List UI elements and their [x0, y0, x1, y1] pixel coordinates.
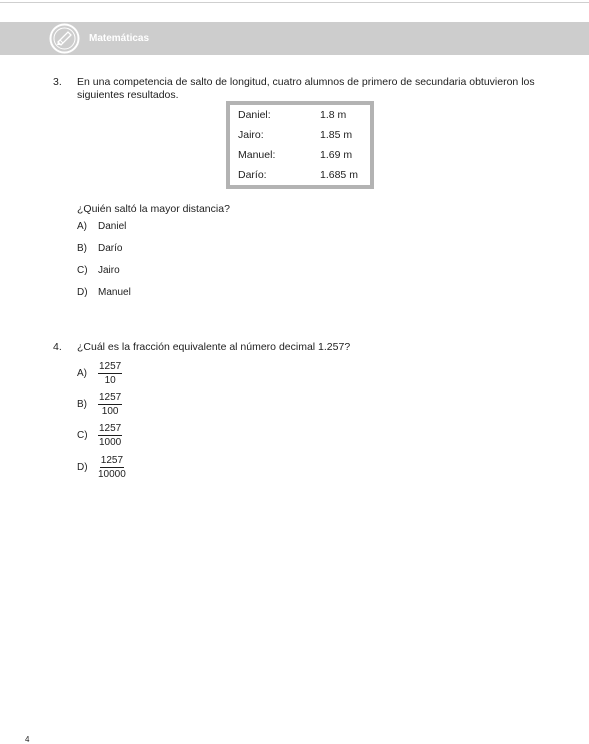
option-letter: C): [77, 430, 88, 441]
fraction: [98, 423, 122, 448]
question-3-prompt: ¿Quién saltó la mayor distancia?: [77, 203, 230, 215]
question-3-text-line-1: En una competencia de salto de longitud, cuatro alumnos de primero de secundaria obtuvieron los: [77, 76, 535, 88]
student-name: Darío:: [238, 168, 267, 181]
question-3-number: 3.: [53, 76, 62, 88]
table-row: [228, 125, 372, 145]
page-number: 4: [25, 735, 30, 744]
option-text: Manuel: [98, 287, 131, 298]
denominator: 1000: [99, 437, 122, 448]
question-3-text-line-2: siguientes resultados.: [77, 89, 179, 101]
denominator: 10000: [98, 469, 126, 480]
option-letter: D): [77, 462, 88, 473]
option-a[interactable]: [77, 361, 157, 387]
option-letter: B): [77, 243, 87, 254]
book-pencil-icon: [49, 23, 80, 54]
fraction: [98, 361, 122, 386]
student-name: Daniel:: [238, 109, 271, 122]
question-3-text: [77, 76, 547, 102]
option-text: Darío: [98, 243, 123, 254]
denominator: 10: [104, 375, 116, 386]
option-c[interactable]: [77, 423, 157, 449]
table-row: [228, 103, 372, 125]
option-letter: B): [77, 399, 87, 410]
jump-distance: 1.85 m: [320, 129, 353, 142]
option-letter: D): [77, 287, 88, 298]
option-b[interactable]: [77, 392, 157, 418]
numerator: 1257: [99, 392, 122, 403]
option-letter: C): [77, 265, 88, 276]
option-d[interactable]: [77, 455, 157, 481]
student-name: Jairo:: [238, 129, 264, 142]
jump-distance: 1.69 m: [320, 148, 353, 161]
top-rule: [0, 2, 589, 3]
denominator: 100: [101, 406, 119, 417]
table-row: [228, 145, 372, 165]
numerator: 1257: [99, 361, 122, 372]
jump-distance: 1.685 m: [320, 168, 358, 181]
fraction: [98, 392, 122, 417]
numerator: 1257: [100, 455, 124, 466]
option-letter: A): [77, 221, 87, 232]
results-table: [226, 101, 374, 189]
question-4-text: ¿Cuál es la fracción equivalente al número decimal 1.257?: [77, 341, 351, 353]
fraction: [98, 455, 126, 480]
question-4-number: 4.: [53, 341, 62, 353]
option-letter: A): [77, 368, 87, 379]
option-text: Daniel: [98, 221, 127, 232]
numerator: 1257: [99, 423, 122, 434]
student-name: Manuel:: [238, 148, 276, 161]
table-row: [228, 165, 372, 187]
option-text: Jairo: [98, 265, 120, 276]
jump-distance: 1.8 m: [320, 109, 347, 122]
subject-title: Matemáticas: [89, 33, 150, 44]
header-band: [0, 22, 589, 55]
